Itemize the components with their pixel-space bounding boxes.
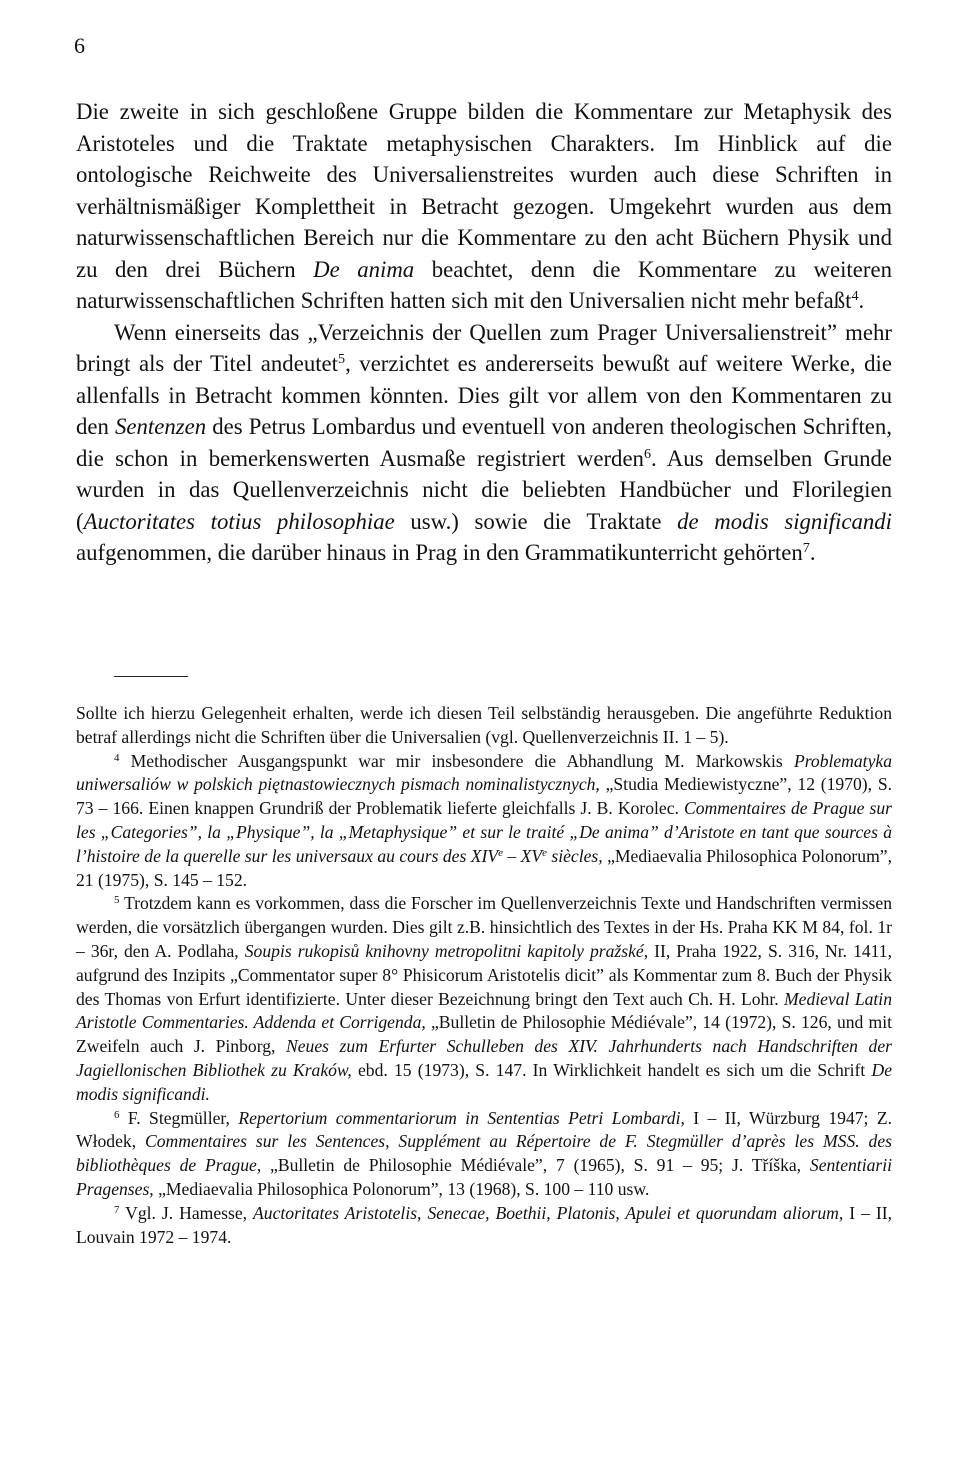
footnote-number: 5 <box>114 894 120 907</box>
footnote-ref-7[interactable]: 7 <box>802 540 810 557</box>
footnote-7 <box>76 1202 892 1250</box>
text-run: . Aus demselben Grunde wurden in das Quellenverzeichnis nicht die beliebten Handbücher und Florilegien ( <box>76 445 892 534</box>
text-run: „Mediaevalia Philosophica Polonorum”, 13 (1968), S. 100 – 110 usw. <box>153 1178 650 1199</box>
footnote-number: 4 <box>114 751 120 764</box>
superscript: e <box>542 846 547 859</box>
text-run: I – II, Louvain 1972 – 1974. <box>76 1202 892 1247</box>
footnotes <box>76 702 892 1249</box>
paragraph-2 <box>76 317 892 569</box>
text-run: . <box>858 288 865 313</box>
footnote-3-continued: Sollte ich hierzu Gelegenheit erhalten, werde ich diesen Teil selbständig herausgeben. Die angeführte Reduktion betraf allerdings nicht die Schriften über die Universalien (vgl. Quellenverzeichnis II. 1 – 5). <box>76 703 892 747</box>
text-run: Die zweite in sich geschloßene Gruppe bilden die Kommentare zur Metaphysik des Aristoteles und die Traktate metaphysischen Charakters. Im Hinblick auf die ontologische Reichweite des Universalienstreites wurden auch diese Schriften in verhältnismäßiger Komplettheit in Betracht gezogen. Umgekehrt wurden aus dem naturwissenschaftlichen Bereich nur die Kommentare zu den acht Büchern Physik und zu den drei Büchern <box>76 99 892 282</box>
text-run: „Bulletin de Philosophie Médiévale”, 14 (1972), S. 126, und mit Zweifeln auch J. Pinborg, <box>76 1012 892 1057</box>
text-run: Vgl. J. Hamesse, <box>119 1202 254 1223</box>
footnote-ref-5[interactable]: 5 <box>338 351 346 368</box>
text-run: Methodischer Ausgangspunkt war mir insbesondere die Abhandlung M. Markowskis <box>119 750 794 771</box>
italic-title: siècles, <box>546 845 603 866</box>
text-run: Trotzdem kann es vorkommen, dass die Forscher im Quellenverzeichnis Texte und Handschriften vermissen werden, die vorsätzlich übergangen wurden. Dies gilt z.B. hinsichtlich des Textes in der Hs. Praha KK M 84, fol. 1r – 36r, den A. Podlaha, <box>76 893 892 961</box>
italic-title: Repertorium commentariorum in Sententias Petri Lombardi, <box>238 1107 685 1128</box>
italic-title: Soupis rukopisů knihovny metropolitni kapitoly pražské, <box>244 940 649 961</box>
italic-title: de modis significandi <box>677 508 892 534</box>
page-number: 6 <box>74 33 85 58</box>
superscript: e <box>498 846 503 859</box>
footnote-ref-4[interactable]: 4 <box>851 288 859 305</box>
text-run: F. Stegmüller, <box>119 1107 239 1128</box>
text-run: usw.) sowie die Traktate <box>394 508 678 534</box>
italic-title: Auctoritates Aristotelis, Senecae, Boethii, Platonis, Apulei et quorundam aliorum, <box>253 1202 844 1223</box>
text-run: beachtet, denn die Kommentare zu weiteren naturwissenschaftlichen Schriften hatten sich mit den Universalien nicht mehr befaßt <box>76 256 892 313</box>
text-run: Wenn einerseits das „Verzeichnis der Quellen zum Prager Universalienstreit” mehr bringt als der Titel andeutet <box>76 319 892 376</box>
footnote-divider <box>114 676 188 677</box>
text-run: des Petrus Lombardus und eventuell von anderen theologischen Schriften, die schon in bemerkenswerten Ausmaße registriert werden <box>76 414 892 471</box>
text-run: . <box>809 540 816 565</box>
text-run: „Bulletin de Philosophie Médiévale”, 7 (1965), S. 91 – 95; J. Tříška, <box>261 1155 810 1176</box>
italic-title: De anima <box>313 256 415 282</box>
text-run: , verzichtet es andererseits bewußt auf weitere Werke, die allenfalls in Betracht kommen könnten. Dies gilt vor allem von den Kommentaren zu den <box>76 351 892 439</box>
italic-title: Auctoritates totius philosophiae <box>83 508 395 534</box>
text-run: aufgenommen, die darüber hinaus in Prag in den Grammatikunterricht gehörten <box>76 540 803 565</box>
italic-title: – XV <box>502 845 543 866</box>
text-run: ebd. 15 (1973), S. 147. In Wirklichkeit handelt es sich um die Schrift <box>351 1059 872 1080</box>
italic-title: Commentaires de Prague sur les „Categories”, la „Physique”, la „Metaphysique” et sur le traité „De anima” d’Aristote en tant que sources à l’histoire de la querelle sur les universaux au cours des XIV <box>76 798 892 866</box>
italic-title: Neues zum Erfurter Schulleben des XIV. Jahrhunderts nach Handschriften der Jagiellonischen Bibliothek zu Kraków, <box>76 1036 892 1080</box>
italic-title: Sentenzen <box>115 414 207 439</box>
main-text <box>76 96 892 569</box>
footnote-ref-6[interactable]: 6 <box>643 445 652 462</box>
italic-title: Medieval Latin Aristotle Commentaries. Addenda et Corrigenda, <box>76 988 892 1033</box>
footnote-number: 7 <box>114 1203 120 1216</box>
italic-title: Sententiarii Pragenses, <box>76 1155 892 1199</box>
italic-title: Commentaires sur les Sentences, Supplément au Répertoire de F. Stegmüller d’après les MSS. des bibliothèques de Prague, <box>76 1131 893 1176</box>
paragraph-1 <box>76 96 892 317</box>
italic-title: Problematyka uniwersaliów w polskich piętnastowiecznych pismach nominalistycznych, <box>76 750 892 795</box>
footnote-5 <box>76 892 892 1106</box>
footnote-6 <box>76 1107 892 1202</box>
italic-title: De modis significandi. <box>76 1059 893 1104</box>
text-run: „Studia Mediewistyczne”, 12 (1970), S. 73 – 166. Einen knappen Grundriß der Problematik lieferte gleichfalls J. B. Korolec. <box>76 774 892 819</box>
text-run: II, Praha 1922, S. 316, Nr. 1411, aufgrund des Inzipits „Commentator super 8° Phisicorum Aristotelis dicit” als Kommentar zum 8. Buch der Physik des Thomas von Erfurt identifizierte. Unter dieser Bezeichnung bringt den Text auch Ch. H. Lohr. <box>76 940 892 1009</box>
text-run: I – II, Würzburg 1947; Z. Włodek, <box>76 1107 893 1152</box>
text-run: „Mediaevalia Philosophica Polonorum”, 21 (1975), S. 145 – 152. <box>76 845 892 890</box>
footnote-4 <box>76 750 892 893</box>
footnote-number: 6 <box>114 1108 120 1121</box>
